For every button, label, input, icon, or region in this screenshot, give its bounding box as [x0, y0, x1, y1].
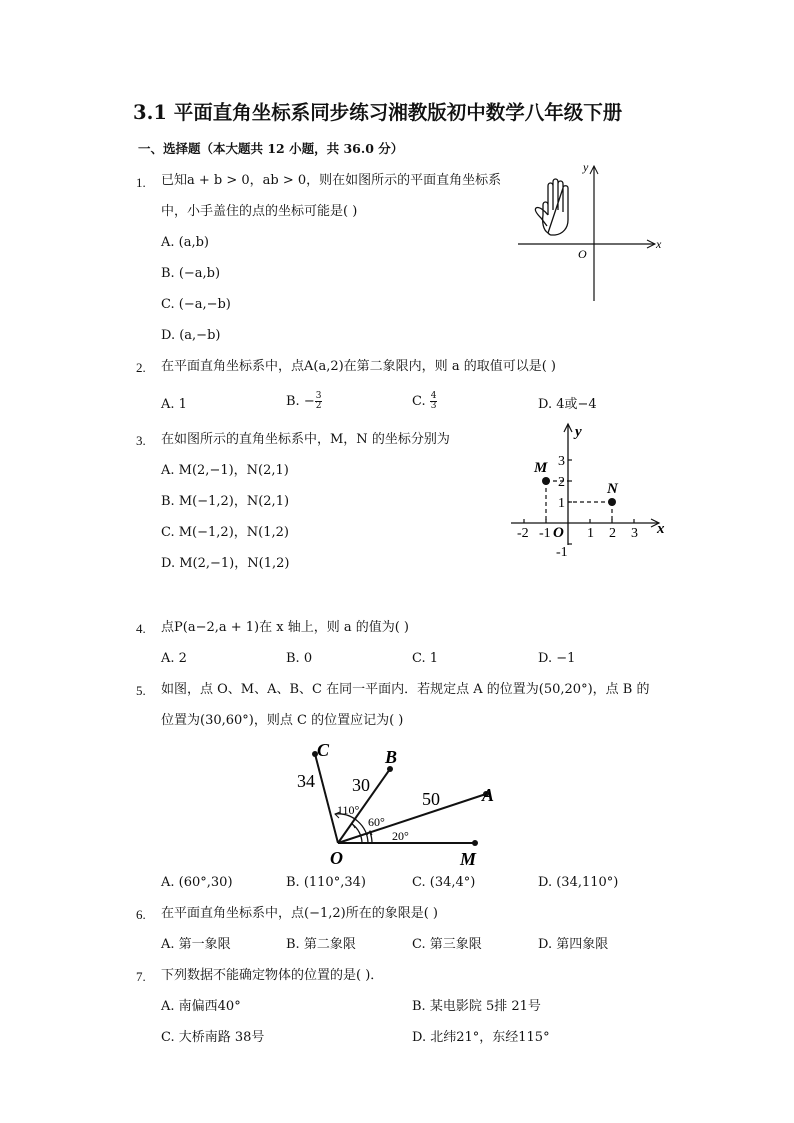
page-title: 3.1 平面直角坐标系同步练习湘教版初中数学八年级下册	[133, 101, 623, 124]
q4-option-d[interactable]: D. −1	[538, 651, 576, 666]
q1-option-c[interactable]: C. (−a,−b)	[161, 297, 231, 312]
q3-option-d[interactable]: D. M(2,−1)，N(1,2)	[161, 556, 290, 571]
length-oa: 50	[422, 789, 440, 809]
angle-20-label: 20°	[392, 829, 409, 843]
q6-option-b[interactable]: B. 第二象限	[286, 937, 356, 952]
q1-figure	[515, 160, 665, 305]
q3-x-tick-label: 2	[609, 526, 616, 541]
q6-option-d[interactable]: D. 第四象限	[538, 937, 609, 952]
q3-y-tick-label: -1	[556, 545, 568, 560]
q3-y-label: y	[575, 424, 582, 440]
q6-option-a[interactable]: A. 第一象限	[161, 937, 231, 952]
q3-x-tick-label: 3	[631, 526, 638, 541]
q5-stem-line1: 如图，点 O、M、A、B、C 在同一平面内．若规定点 A 的位置为(50,20°)，点 B 的	[161, 682, 650, 697]
q4-number: 4.	[136, 621, 146, 636]
q2-option-b[interactable]	[286, 392, 322, 411]
label-c: C	[317, 740, 330, 760]
q2-option-c-fraction	[430, 392, 438, 411]
q3-x-label: x	[657, 521, 665, 537]
q5-option-c[interactable]: C. (34,4°)	[412, 875, 476, 890]
q5-number: 5.	[136, 683, 146, 698]
q5-option-b[interactable]: B. (110°,34)	[286, 875, 366, 890]
q2-c-numerator: 4	[430, 391, 437, 401]
q7-option-c[interactable]: C. 大桥南路 38号	[161, 1030, 265, 1045]
q2-option-c-prefix: C.	[412, 394, 430, 409]
q1-origin-label: O	[578, 247, 587, 261]
label-m: M	[460, 849, 477, 869]
q2-option-b-prefix: B. −	[286, 394, 315, 409]
q3-option-a[interactable]: A. M(2,−1)，N(2,1)	[161, 463, 289, 478]
q4-option-c[interactable]: C. 1	[412, 651, 439, 666]
q4-option-b[interactable]: B. 0	[286, 651, 313, 666]
q3-figure	[505, 420, 665, 560]
q3-point-m	[542, 477, 550, 485]
q6-number: 6.	[136, 907, 146, 922]
section-heading: 一、选择题（本大题共 12 小题，共 36.0 分）	[138, 141, 404, 156]
angle-60-label: 60°	[368, 815, 385, 829]
label-b: B	[385, 747, 398, 767]
q1-option-b[interactable]: B. (−a,b)	[161, 266, 221, 281]
ray-oc	[315, 754, 338, 843]
q3-stem: 在如图所示的直角坐标系中，M，N 的坐标分别为	[161, 432, 450, 447]
q3-y-tick-label: 3	[558, 454, 565, 469]
q7-option-d[interactable]: D. 北纬21°，东经115°	[412, 1030, 550, 1045]
q6-option-c[interactable]: C. 第三象限	[412, 937, 482, 952]
q5-stem-line2: 位置为(30,60°)，则点 C 的位置应记为( )	[161, 713, 404, 728]
q2-option-b-fraction	[315, 392, 323, 411]
q1-option-a[interactable]: A. (a,b)	[161, 235, 210, 250]
q2-stem: 在平面直角坐标系中，点A(a,2)在第二象限内，则 a 的取值可以是( )	[161, 359, 556, 374]
q7-option-b[interactable]: B. 某电影院 5排 21号	[412, 999, 541, 1014]
q7-stem: 下列数据不能确定物体的位置的是( )．	[161, 968, 384, 983]
q3-points	[533, 460, 619, 523]
q3-point-label: M	[534, 460, 548, 476]
length-ob: 30	[352, 775, 370, 795]
q1-option-d[interactable]: D. (a,−b)	[161, 328, 221, 343]
q4-stem: 点P(a−2,a + 1)在 x 轴上，则 a 的值为( )	[161, 620, 410, 635]
q4-option-a[interactable]: A. 2	[161, 651, 187, 666]
q2-option-a[interactable]: A. 1	[161, 397, 187, 412]
q3-point-n	[608, 498, 616, 506]
q3-x-tick-label: -2	[517, 526, 529, 541]
q1-y-label: y	[583, 160, 589, 174]
q2-option-d[interactable]: D. 4或−4	[538, 397, 597, 412]
q7-option-a[interactable]: A. 南偏西40°	[161, 999, 241, 1014]
q2-b-denominator: 2	[315, 401, 322, 411]
q5-figure	[290, 740, 500, 870]
angle-110-label: 110°	[337, 803, 360, 817]
q3-point-label: N	[607, 481, 618, 497]
q2-b-numerator: 3	[315, 391, 322, 401]
q1-stem-line2: 中，小手盖住的点的坐标可能是( )	[161, 204, 358, 219]
q3-y-tick-label: 2	[558, 475, 565, 490]
label-a: A	[482, 785, 495, 805]
point-m-dot	[472, 840, 478, 846]
q3-y-tick-label: 1	[558, 496, 565, 511]
angle-60-arc	[352, 824, 362, 843]
q6-stem: 在平面直角坐标系中，点(−1,2)所在的象限是( )	[161, 906, 438, 921]
q7-number: 7.	[136, 969, 146, 984]
label-o: O	[330, 848, 343, 868]
q1-stem-line1: 已知a + b > 0，ab > 0，则在如图所示的平面直角坐标系	[161, 173, 502, 188]
q2-option-c[interactable]	[412, 392, 437, 411]
q3-x-ticks	[517, 519, 638, 541]
q3-option-b[interactable]: B. M(−1,2)，N(2,1)	[161, 494, 290, 509]
q3-y-ticks	[556, 454, 572, 560]
hand-icon	[535, 179, 568, 235]
length-oc: 34	[297, 771, 315, 791]
q1-number: 1.	[136, 175, 146, 190]
q1-x-label: x	[656, 237, 662, 251]
q2-c-denominator: 3	[430, 401, 437, 411]
q3-option-c[interactable]: C. M(−1,2)，N(1,2)	[161, 525, 289, 540]
q3-x-tick-label: 1	[587, 526, 594, 541]
q3-x-tick-label: -1	[539, 526, 551, 541]
q5-option-d[interactable]: D. (34,110°)	[538, 875, 619, 890]
q3-number: 3.	[136, 433, 146, 448]
q2-number: 2.	[136, 360, 146, 375]
q5-option-a[interactable]: A. (60°,30)	[161, 875, 233, 890]
q3-origin-label: O	[553, 525, 564, 541]
